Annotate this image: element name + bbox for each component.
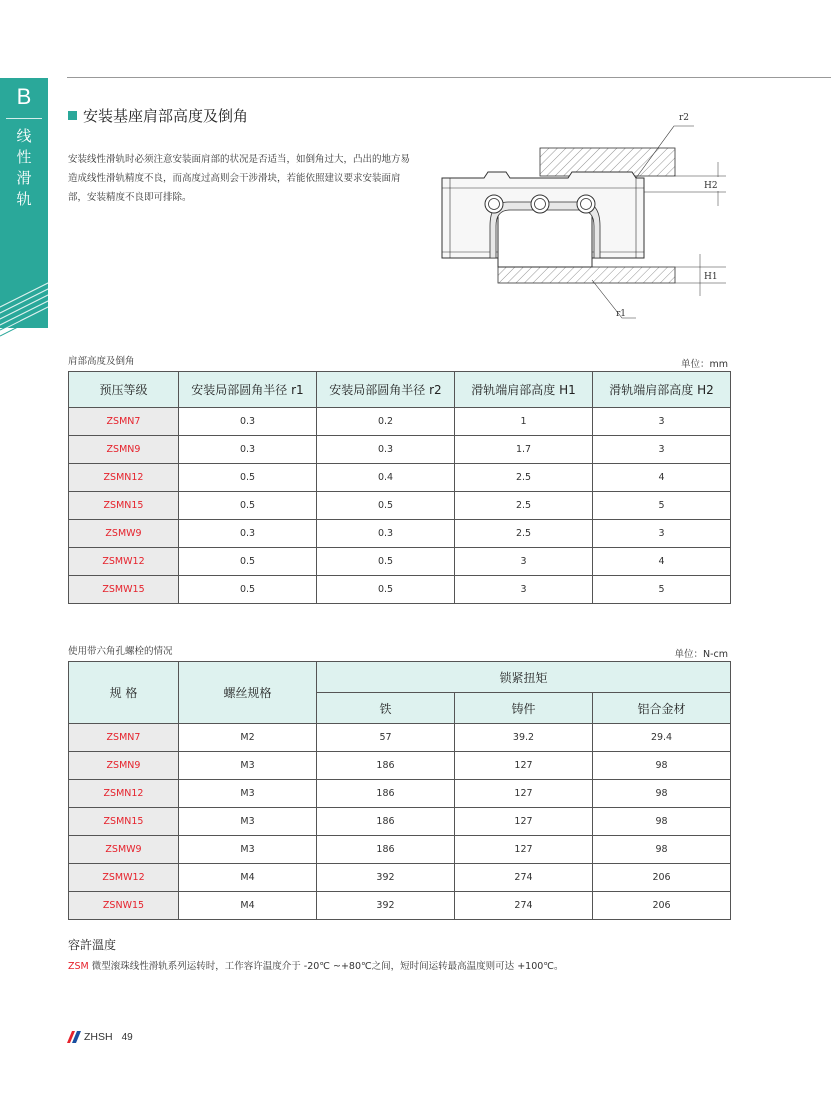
tolerance-title: 容許溫度	[68, 938, 117, 952]
value-cell: 0.3	[179, 436, 317, 464]
col-header: 预压等级	[69, 372, 179, 408]
model-cell: ZSMN9	[69, 752, 179, 780]
chapter-letter: B	[16, 84, 32, 109]
value-cell: 0.5	[317, 548, 455, 576]
model-cell: ZSMN15	[69, 808, 179, 836]
r2-label: r2	[679, 113, 690, 123]
value-cell: 0.3	[317, 436, 455, 464]
value-cell: 186	[317, 780, 455, 808]
table-row	[69, 808, 731, 836]
value-cell: 0.5	[317, 492, 455, 520]
table-row	[69, 576, 731, 604]
model-cell: ZSMW12	[69, 548, 179, 576]
tolerance-body: 微型滚珠线性滑轨系列运转时，工作容许温度介于 -20℃ ~+80℃之间，短时间运转最高温度则可达 +100℃。	[88, 961, 564, 972]
value-cell: 5	[593, 492, 731, 520]
shoulder-table	[68, 371, 731, 604]
value-cell: 57	[317, 724, 455, 752]
table-row	[69, 780, 731, 808]
value-cell: M3	[179, 808, 317, 836]
table2-caption: 使用带六角孔螺栓的情况	[68, 646, 173, 657]
value-cell: 3	[593, 436, 731, 464]
value-cell: 2.5	[455, 492, 593, 520]
model-cell: ZSMN12	[69, 464, 179, 492]
col-header-iron: 铁	[317, 693, 455, 724]
r1-label: r1	[616, 309, 627, 319]
table-row	[69, 864, 731, 892]
col-header-spec: 规 格	[69, 662, 179, 724]
tolerance-text	[68, 958, 563, 972]
value-cell: 392	[317, 864, 455, 892]
value-cell: 98	[593, 836, 731, 864]
value-cell: 2.5	[455, 464, 593, 492]
value-cell: 392	[317, 892, 455, 920]
value-cell: 186	[317, 752, 455, 780]
value-cell: 1	[455, 408, 593, 436]
model-cell: ZSMW9	[69, 836, 179, 864]
value-cell: 186	[317, 836, 455, 864]
footer-brand: ZHSH	[84, 1031, 113, 1043]
table-row	[69, 724, 731, 752]
table1-caption: 肩部高度及倒角	[68, 356, 135, 367]
value-cell: 186	[317, 808, 455, 836]
value-cell: 0.5	[317, 576, 455, 604]
model-cell: ZSMW12	[69, 864, 179, 892]
value-cell: 98	[593, 808, 731, 836]
shoulder-diagram	[436, 108, 726, 330]
table-row	[69, 408, 731, 436]
value-cell: 274	[455, 892, 593, 920]
value-cell: 1.7	[455, 436, 593, 464]
value-cell: M2	[179, 724, 317, 752]
chapter-char: 滑	[16, 169, 32, 187]
model-cell: ZSMN9	[69, 436, 179, 464]
value-cell: M3	[179, 836, 317, 864]
value-cell: 0.3	[179, 520, 317, 548]
value-cell: 0.5	[179, 548, 317, 576]
model-cell: ZSMN15	[69, 492, 179, 520]
value-cell: M3	[179, 780, 317, 808]
value-cell: 2.5	[455, 520, 593, 548]
col-header-torque: 锁紧扭矩	[317, 662, 731, 693]
torque-table	[68, 661, 731, 920]
value-cell: 127	[455, 808, 593, 836]
col-header-alloy: 铝合金材	[593, 693, 731, 724]
col-header-thread: 螺丝规格	[179, 662, 317, 724]
model-cell: ZSMN7	[69, 724, 179, 752]
value-cell: 0.5	[179, 576, 317, 604]
footer	[67, 1031, 133, 1043]
intro-paragraph: 安装线性滑轨时必须注意安装面肩部的状况是否适当，如倒角过大，凸出的地方易造成线性滑轨精度不良，而高度过高则会干涉滑块，若能依照建议要求安装面肩部，安装精度不良即可排除。	[68, 154, 411, 203]
value-cell: 206	[593, 892, 731, 920]
value-cell: 127	[455, 780, 593, 808]
section-title-text: 安装基座肩部高度及倒角	[83, 107, 249, 125]
table-row	[69, 464, 731, 492]
square-bullet-icon	[68, 111, 77, 120]
value-cell: 127	[455, 836, 593, 864]
value-cell: 3	[593, 408, 731, 436]
value-cell: 206	[593, 864, 731, 892]
table-row	[69, 752, 731, 780]
chapter-char: 线	[16, 127, 32, 145]
table-row	[69, 548, 731, 576]
value-cell: 274	[455, 864, 593, 892]
model-cell: ZSMN7	[69, 408, 179, 436]
table-row	[69, 492, 731, 520]
value-cell: M3	[179, 752, 317, 780]
value-cell: M4	[179, 864, 317, 892]
model-cell: ZSMW9	[69, 520, 179, 548]
value-cell: 0.4	[317, 464, 455, 492]
col-header: 安装局部圆角半径 r1	[179, 372, 317, 408]
value-cell: 0.5	[179, 464, 317, 492]
chapter-char: 轨	[16, 190, 32, 208]
value-cell: 4	[593, 464, 731, 492]
h2-label: H2	[704, 181, 718, 191]
value-cell: 3	[455, 576, 593, 604]
table-row	[69, 892, 731, 920]
tab-stripes-decoration	[0, 78, 48, 328]
table-row	[69, 520, 731, 548]
model-cell: ZSMW15	[69, 576, 179, 604]
value-cell: 5	[593, 576, 731, 604]
col-header: 安装局部圆角半径 r2	[317, 372, 455, 408]
table2-unit: 单位：N-cm	[674, 649, 728, 660]
table1-unit: 单位：mm	[680, 359, 728, 370]
value-cell: 0.5	[179, 492, 317, 520]
value-cell: 127	[455, 752, 593, 780]
value-cell: 0.3	[317, 520, 455, 548]
header-rule	[67, 77, 831, 78]
zhsh-logo-icon	[67, 1031, 81, 1043]
value-cell: 4	[593, 548, 731, 576]
value-cell: 0.3	[179, 408, 317, 436]
value-cell: M4	[179, 892, 317, 920]
value-cell: 0.2	[317, 408, 455, 436]
col-header-cast: 铸件	[455, 693, 593, 724]
col-header: 滑轨端肩部高度 H2	[593, 372, 731, 408]
value-cell: 98	[593, 780, 731, 808]
model-cell: ZSNW15	[69, 892, 179, 920]
col-header: 滑轨端肩部高度 H1	[455, 372, 593, 408]
h1-label: H1	[704, 272, 718, 282]
chapter-tab	[0, 78, 48, 328]
value-cell: 3	[455, 548, 593, 576]
value-cell: 29.4	[593, 724, 731, 752]
value-cell: 98	[593, 752, 731, 780]
value-cell: 39.2	[455, 724, 593, 752]
section-title	[68, 105, 248, 126]
tab-stripes-tail	[0, 300, 20, 350]
model-cell: ZSMN12	[69, 780, 179, 808]
table-row	[69, 836, 731, 864]
value-cell: 3	[593, 520, 731, 548]
page-number: 49	[121, 1031, 133, 1043]
tolerance-prefix: ZSM	[68, 961, 89, 972]
table-row	[69, 436, 731, 464]
chapter-char: 性	[16, 148, 32, 166]
